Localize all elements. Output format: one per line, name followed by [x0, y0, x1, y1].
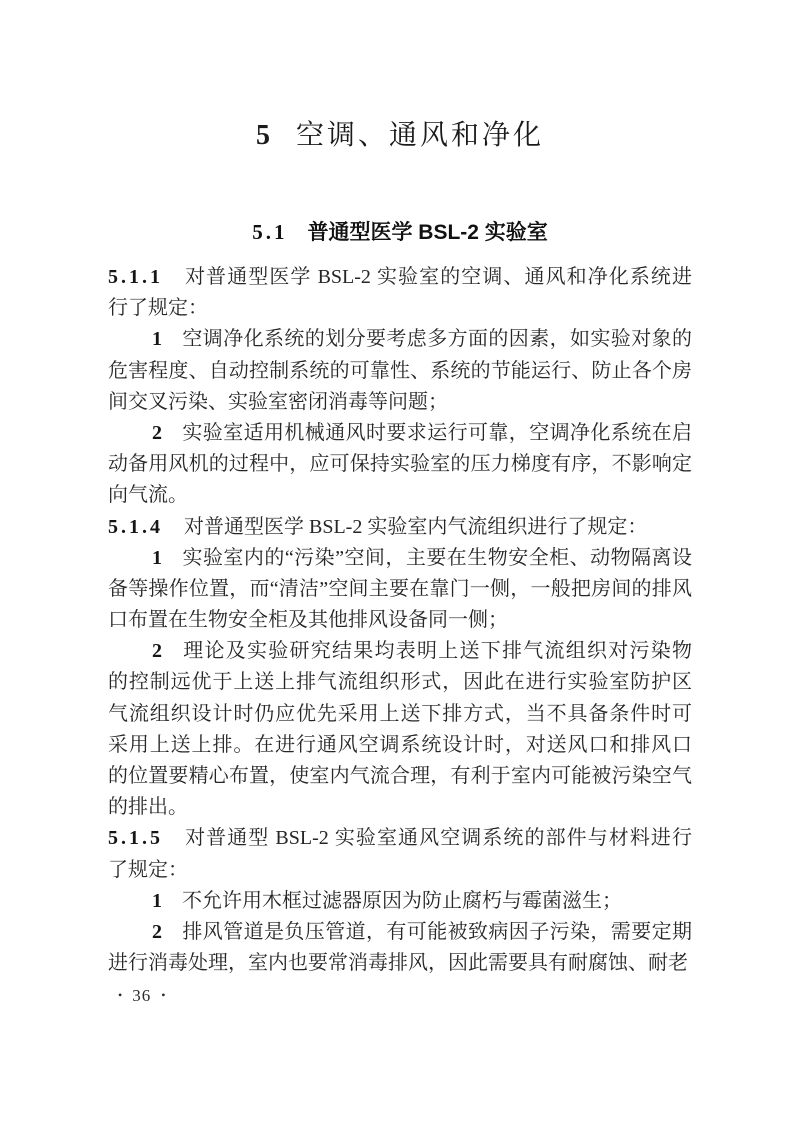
line-text: 对普通型医学 BSL-2 实验室的空调、通风和净化系统进 — [184, 266, 692, 288]
line-text: 口布置在生物安全柜及其他排风设备同一侧； — [108, 609, 508, 632]
clause-number: 5.1.1 — [108, 266, 163, 288]
item-number: 2 — [152, 421, 162, 444]
text-line — [108, 948, 692, 979]
text-line — [108, 730, 692, 761]
section-heading — [0, 219, 800, 246]
text-line — [108, 886, 692, 917]
text-line — [108, 855, 692, 886]
line-text: 气流组织设计时仍应优先采用上送下排方式，当不具备条件时可 — [108, 702, 692, 725]
text-line — [108, 324, 692, 355]
line-text: 理论及实验研究结果均表明上送下排气流组织对污染物 — [182, 640, 692, 663]
clause-number: 5.1.4 — [108, 515, 163, 538]
line-text: 间交叉污染、实验室密闭消毒等问题； — [108, 390, 448, 413]
text-line — [108, 574, 692, 605]
text-line — [108, 761, 692, 792]
line-text: 对普通型 BSL-2 实验室通风空调系统的部件与材料进行 — [184, 827, 692, 850]
item-number: 2 — [152, 640, 162, 663]
line-text: 不允许用木框过滤器原因为防止腐朽与霉菌滋生； — [182, 889, 622, 912]
body-text — [108, 262, 692, 979]
footer-left-dot: • — [118, 988, 123, 1002]
text-line — [108, 262, 692, 293]
item-number: 2 — [152, 920, 162, 943]
line-text: 对普通型医学 BSL-2 实验室内气流组织进行了规定： — [184, 515, 648, 538]
text-line — [108, 480, 692, 511]
text-line — [108, 293, 692, 324]
line-text: 进行消毒处理，室内也要常消毒排风，因此需要具有耐腐蚀、耐老 — [108, 952, 688, 975]
chapter-number: 5 — [255, 120, 270, 151]
text-line — [108, 418, 692, 449]
line-text: 排风管道是负压管道，有可能被致病因子污染，需要定期 — [182, 920, 692, 943]
text-line — [108, 667, 692, 698]
line-text: 的控制远优于上送上排气流组织形式，因此在进行实验室防护区 — [108, 671, 692, 694]
line-text: 备等操作位置，而“清洁”空间主要在靠门一侧，一般把房间的排风 — [108, 577, 692, 600]
text-line — [108, 792, 692, 823]
section-number: 5.1 — [252, 220, 288, 244]
line-text: 向气流。 — [108, 484, 188, 507]
section-title: 普通型医学 BSL-2 实验室 — [307, 221, 548, 244]
text-line — [108, 543, 692, 574]
text-line — [108, 356, 692, 387]
text-line — [108, 605, 692, 636]
line-text: 动备用风机的过程中，应可保持实验室的压力梯度有序，不影响定 — [108, 453, 692, 476]
text-line — [108, 449, 692, 480]
line-text: 的排出。 — [108, 796, 188, 819]
page-number: 36 — [132, 986, 152, 1005]
line-text: 采用上送上排。在进行通风空调系统设计时，对送风口和排风口 — [108, 733, 692, 756]
chapter-title: 空调、通风和净化 — [295, 120, 544, 151]
page-footer — [118, 985, 165, 1006]
line-text: 行了规定： — [108, 297, 208, 320]
line-text: 危害程度、自动控制系统的可靠性、系统的节能运行、防止各个房 — [108, 359, 692, 382]
line-text: 的位置要精心布置，使室内气流合理，有利于室内可能被污染空气 — [108, 765, 692, 787]
footer-right-dot: • — [161, 988, 166, 1002]
line-text: 实验室内的“污染”空间，主要在生物安全柜、动物隔离设 — [182, 546, 692, 569]
text-line — [108, 699, 692, 730]
chapter-heading — [0, 118, 800, 154]
line-text: 实验室适用机械通风时要求运行可靠，空调净化系统在启 — [182, 421, 692, 444]
clause-number: 5.1.5 — [108, 827, 163, 850]
item-number: 1 — [152, 889, 162, 912]
line-text: 了规定： — [108, 858, 188, 881]
line-text: 空调净化系统的划分要考虑多方面的因素，如实验对象的 — [182, 328, 692, 351]
text-line — [108, 636, 692, 667]
item-number: 1 — [152, 546, 162, 569]
text-line — [108, 917, 692, 948]
text-line — [108, 387, 692, 418]
text-line — [108, 823, 692, 854]
item-number: 1 — [152, 328, 162, 351]
text-line — [108, 512, 692, 543]
